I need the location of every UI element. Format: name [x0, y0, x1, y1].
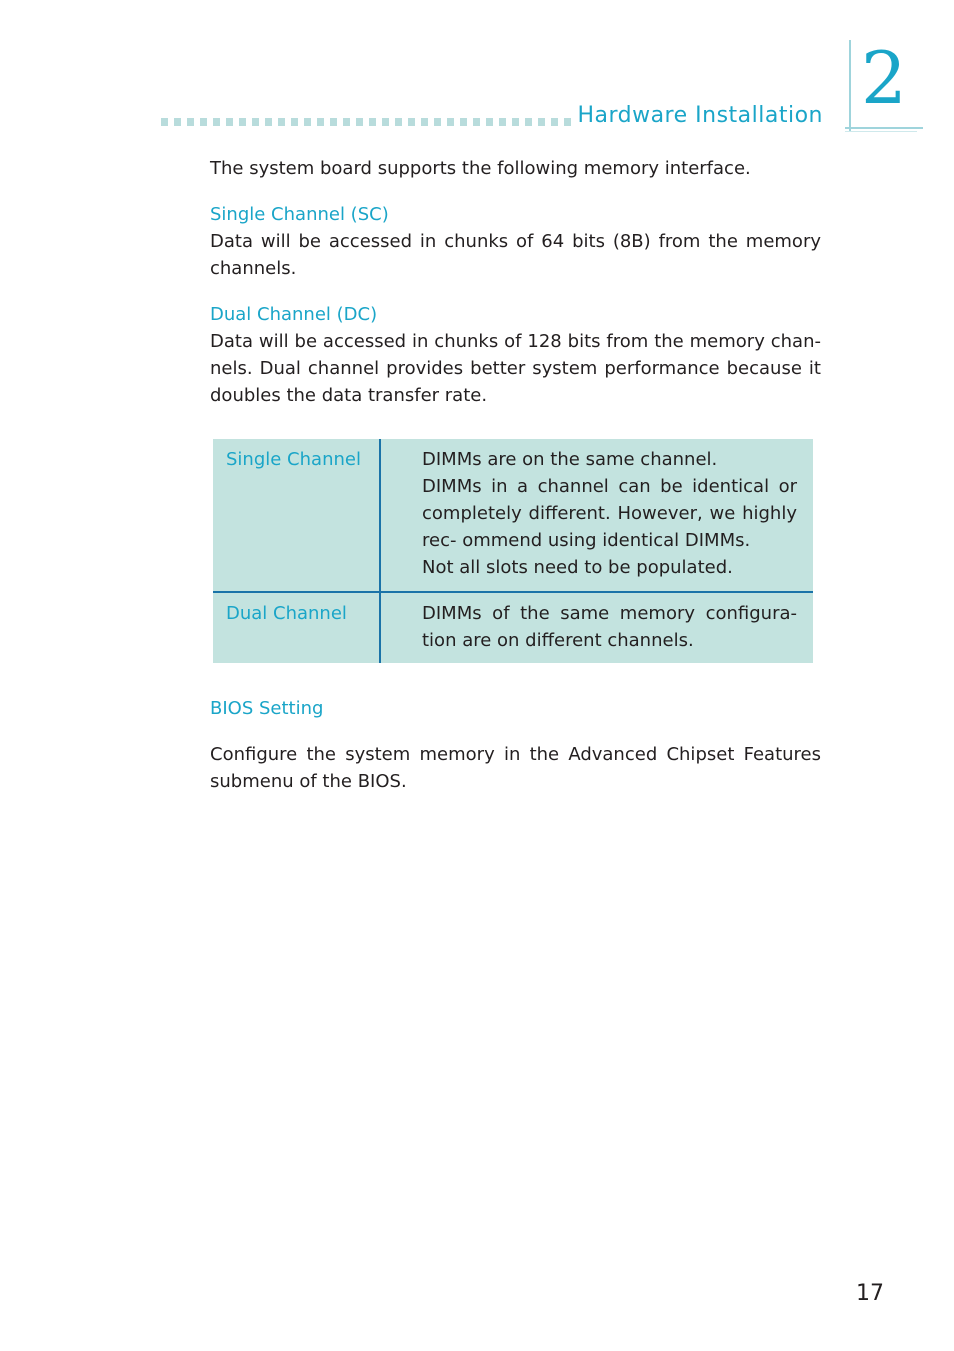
chapter-frame-shadow	[845, 131, 917, 132]
description-line: DIMMs of the same memory configura- tion are on different channels.	[422, 603, 797, 651]
table-row	[213, 439, 813, 591]
section-heading: Dual Channel (DC)	[210, 304, 378, 325]
bios-heading: BIOS Setting	[210, 698, 324, 719]
chapter-number: 2	[861, 36, 907, 120]
memory-channel-table	[213, 439, 813, 663]
table-row	[213, 591, 813, 663]
description-line: DIMMs in a channel can be identical or completely different. However, we highly rec- ommend using identical DIMMs.	[422, 476, 797, 551]
section-body: Data will be accessed in chunks of 128 bits from the memory chan- nels. Dual channel provides better system performance because it doubles the data transfer rate.	[210, 331, 821, 406]
row-description	[381, 439, 813, 591]
chapter-frame-horizontal	[845, 127, 923, 129]
body-content	[210, 155, 821, 428]
page-number: 17	[856, 1281, 884, 1306]
section-single-channel	[210, 201, 821, 282]
row-label: Dual Channel	[213, 593, 381, 663]
chapter-frame-vertical	[849, 40, 851, 132]
section-body: Data will be accessed in chunks of 64 bits (8B) from the memory channels.	[210, 231, 821, 279]
bios-paragraph: Configure the system memory in the Advanced Chipset Features submenu of the BIOS.	[210, 744, 821, 792]
description-line: Not all slots need to be populated.	[422, 557, 733, 578]
description-line: DIMMs are on the same channel.	[422, 449, 718, 470]
row-label: Single Channel	[213, 439, 381, 591]
section-dual-channel	[210, 301, 821, 409]
section-title: Hardware Installation	[577, 103, 823, 128]
intro-paragraph: The system board supports the following memory interface.	[210, 158, 751, 179]
section-heading: Single Channel (SC)	[210, 204, 389, 225]
row-description	[381, 593, 813, 663]
header-dotted-rule	[161, 118, 576, 126]
